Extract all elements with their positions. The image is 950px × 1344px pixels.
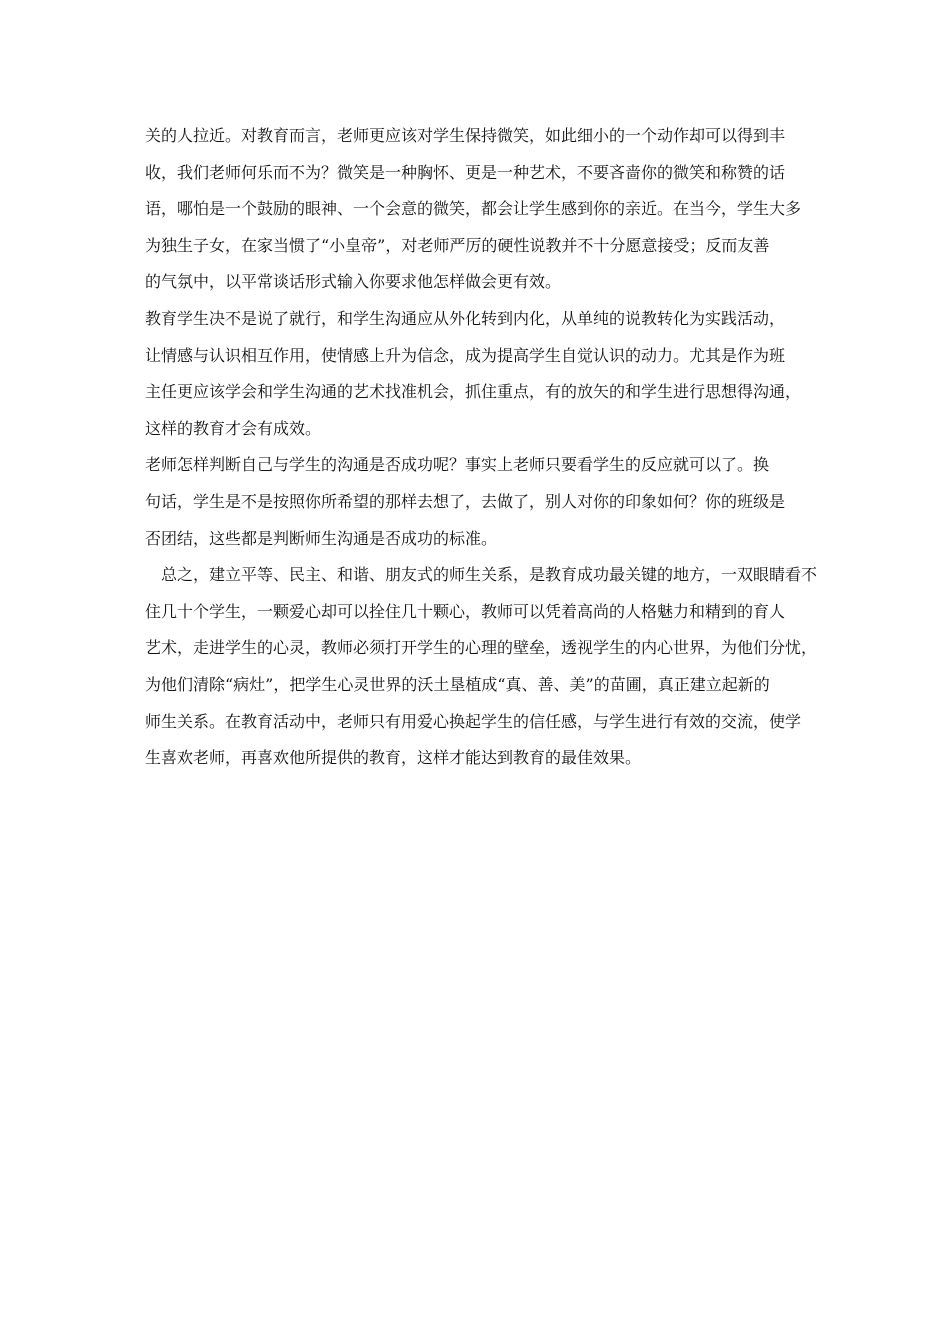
paragraph-line: 生喜欢老师，再喜欢他所提供的教育，这样才能达到教育的最佳效果。	[145, 748, 642, 768]
paragraph-line: 让情感与认识相互作用，使情感上升为信念，成为提高学生自觉认识的动力。尤其是作为班	[145, 345, 786, 365]
paragraph-line: 主任更应该学会和学生沟通的艺术找准机会，抓住重点，有的放矢的和学生进行思想得沟通，	[145, 382, 802, 402]
paragraph-line: 句话，学生是不是按照你所希望的那样去想了，去做了，别人对你的印象如何？你的班级是	[145, 491, 786, 511]
paragraph-line: 语，哪怕是一个鼓励的眼神、一个会意的微笑，都会让学生感到你的亲近。在当今，学生大多	[145, 199, 802, 219]
paragraph-line: 总之，建立平等、民主、和谐、朋友式的师生关系，是教育成功最关键的地方，一双眼睛看不	[161, 565, 818, 585]
document-body	[145, 118, 825, 777]
paragraph-line: 艺术，走进学生的心灵，教师必须打开学生的心理的壁垒，透视学生的内心世界，为他们分忧，	[145, 638, 818, 658]
paragraph-line: 收，我们老师何乐而不为？微笑是一种胸怀、更是一种艺术，不要吝啬你的微笑和称赞的话	[145, 162, 786, 182]
paragraph-conclusion	[145, 557, 825, 777]
paragraph-line: 否团结，这些都是判断师生沟通是否成功的标准。	[145, 528, 498, 548]
paragraph-line: 师生关系。在教育活动中，老师只有用爱心换起学生的信任感，与学生进行有效的交流，使学	[145, 711, 802, 731]
paragraph-line: 这样的教育才会有成效。	[145, 418, 322, 438]
paragraph-smile	[145, 118, 825, 301]
paragraph-line: 关的人拉近。对教育而言，老师更应该对学生保持微笑，如此细小的一个动作却可以得到丰	[145, 126, 786, 145]
paragraph-line: 教育学生决不是说了就行，和学生沟通应从外化转到内化，从单纯的说教转化为实践活动，	[145, 308, 786, 328]
paragraph-line: 的气氛中，以平常谈话形式输入你要求他怎样做会更有效。	[145, 272, 562, 292]
paragraph-communication	[145, 301, 825, 447]
paragraph-line: 老师怎样判断自己与学生的沟通是否成功呢？事实上老师只要看学生的反应就可以了。换	[145, 455, 770, 475]
paragraph-judgement	[145, 447, 825, 557]
paragraph-line: 为独生子女，在家当惯了“小皇帝”，对老师严厉的硬性说教并不十分愿意接受；反而友善	[145, 235, 770, 255]
paragraph-line: 为他们清除“病灶”，把学生心灵世界的沃土垦植成“真、善、美”的苗圃，真正建立起新的	[145, 674, 770, 694]
paragraph-line: 住几十个学生，一颗爱心却可以拴住几十颗心，教师可以凭着高尚的人格魅力和精到的育人	[145, 601, 786, 621]
